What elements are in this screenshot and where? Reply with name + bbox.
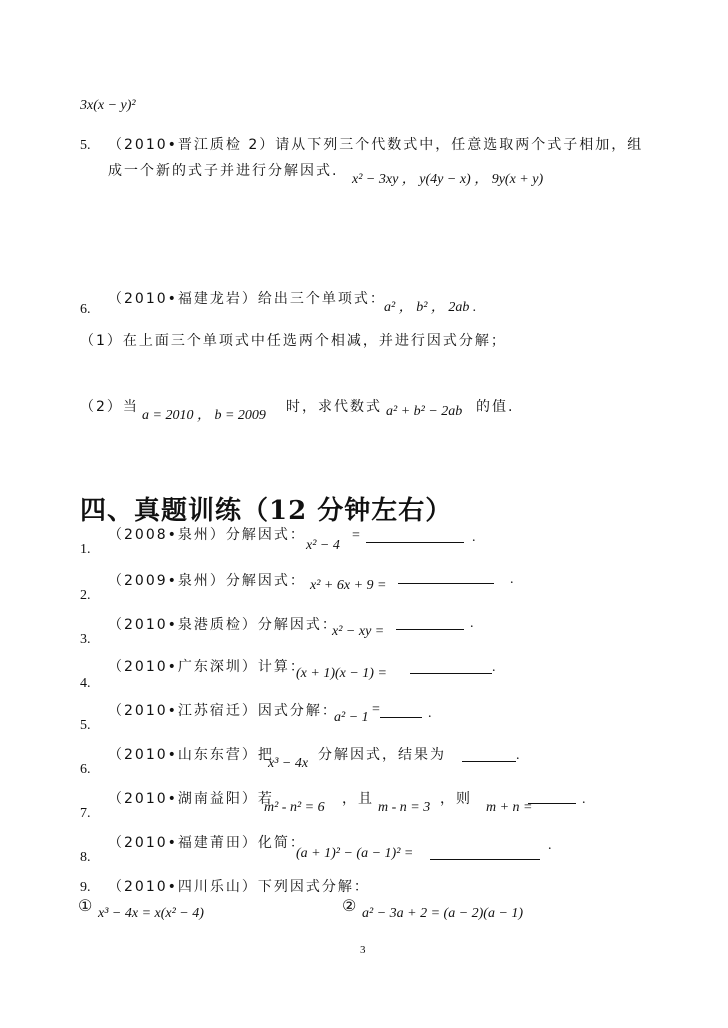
item-9-option-b-expression: a² − 3a + 2 = (a − 2)(a − 1)	[362, 906, 524, 921]
item-6-number: 6.	[80, 762, 91, 777]
item-3-text: （2010•泉港质检）分解因式：	[108, 617, 338, 633]
question-5-expressions: x² − 3xy ， y(4y − x) ， 9y(x + y)	[352, 172, 544, 187]
item-7-text: （2010•湖南益阳）若	[108, 791, 274, 807]
item-6-text: （2010•山东东营）把	[108, 747, 274, 763]
top-expression: 3x(x − y)²	[80, 98, 136, 113]
item-5-text: （2010•江苏宿迁）因式分解：	[108, 703, 338, 719]
item-7-expression-3: m + n =	[486, 800, 533, 815]
item-3-number: 3.	[80, 632, 91, 647]
item-6-expression: x³ − 4x	[268, 756, 309, 771]
item-5-number: 5.	[80, 718, 91, 733]
question-6-monomials: a² ， b² ， 2ab .	[384, 300, 477, 315]
question-6-part2-mid: 时，求代数式	[286, 399, 382, 415]
item-4-answer-blank	[410, 672, 492, 674]
item-8-expression: (a + 1)² − (a − 1)² =	[296, 846, 414, 861]
item-7-after-1: ，且	[342, 791, 374, 807]
item-7-number: 7.	[80, 806, 91, 821]
item-7-period: .	[582, 792, 586, 807]
item-6-answer-blank	[462, 760, 516, 762]
page-number: 3	[360, 944, 366, 956]
item-9-text: （2010•四川乐山）下列因式分解：	[108, 879, 370, 895]
item-7-after-2: ，则	[440, 791, 472, 807]
item-3-period: .	[470, 616, 474, 631]
item-3-answer-blank	[396, 628, 464, 630]
section-title: 四、真题训练（12 分钟左右）	[80, 496, 453, 526]
item-2-number: 2.	[80, 588, 91, 603]
item-8-text: （2010•福建莆田）化简：	[108, 835, 306, 851]
question-5-number: 5.	[80, 138, 91, 153]
item-8-number: 8.	[80, 850, 91, 865]
item-4-number: 4.	[80, 676, 91, 691]
item-2-expression: x² + 6x + 9 =	[310, 578, 387, 593]
item-4-expression: (x + 1)(x − 1) =	[296, 666, 387, 681]
question-5-text-line2: 成一个新的式子并进行分解因式.	[108, 163, 339, 179]
item-1-number: 1.	[80, 542, 91, 557]
question-6-part2-expression: a² + b² − 2ab	[386, 404, 463, 419]
item-1-period: .	[472, 530, 476, 545]
question-6-part1: （1）在上面三个单项式中任选两个相减，并进行因式分解；	[80, 333, 507, 349]
question-6-number: 6.	[80, 302, 91, 317]
item-5-answer-blank	[380, 716, 422, 718]
item-1-text: （2008•泉州）分解因式：	[108, 527, 306, 543]
item-6-after: 分解因式，结果为	[318, 747, 446, 763]
item-2-period: .	[510, 572, 514, 587]
item-8-answer-blank	[430, 858, 540, 860]
item-1-expression: x² − 4	[306, 538, 340, 553]
item-6-period: .	[516, 748, 520, 763]
item-7-expression-1: m² - n² = 6	[264, 800, 325, 815]
item-9-option-b-mark: ②	[342, 898, 357, 915]
item-5-equals: =	[372, 702, 380, 717]
item-9-option-a-expression: x³ − 4x = x(x² − 4)	[98, 906, 204, 921]
item-2-text: （2009•泉州）分解因式：	[108, 573, 306, 589]
item-2-answer-blank	[398, 582, 494, 584]
item-1-answer-blank	[366, 541, 464, 543]
item-5-period: .	[428, 706, 432, 721]
item-7-answer-blank	[528, 802, 576, 804]
item-9-option-a-mark: ①	[78, 898, 93, 915]
item-4-text: （2010•广东深圳）计算：	[108, 659, 306, 675]
item-1-equals: =	[352, 528, 360, 543]
question-5-text-line1: （2010•晋江质检 2）请从下列三个代数式中，任意选取两个式子相加，组	[108, 137, 644, 153]
question-6-part2-prefix: （2）当	[80, 399, 139, 415]
item-8-period: .	[548, 838, 552, 853]
item-3-expression: x² − xy =	[332, 624, 385, 639]
item-9-number: 9.	[80, 880, 91, 895]
item-4-period: .	[492, 660, 496, 675]
item-5-expression: a² − 1	[334, 710, 369, 725]
item-7-expression-2: m - n = 3	[378, 800, 431, 815]
question-6-text: （2010•福建龙岩）给出三个单项式：	[108, 291, 386, 307]
question-6-part2-suffix: 的值.	[476, 399, 515, 415]
question-6-part2-values: a = 2010 ， b = 2009	[142, 408, 266, 423]
